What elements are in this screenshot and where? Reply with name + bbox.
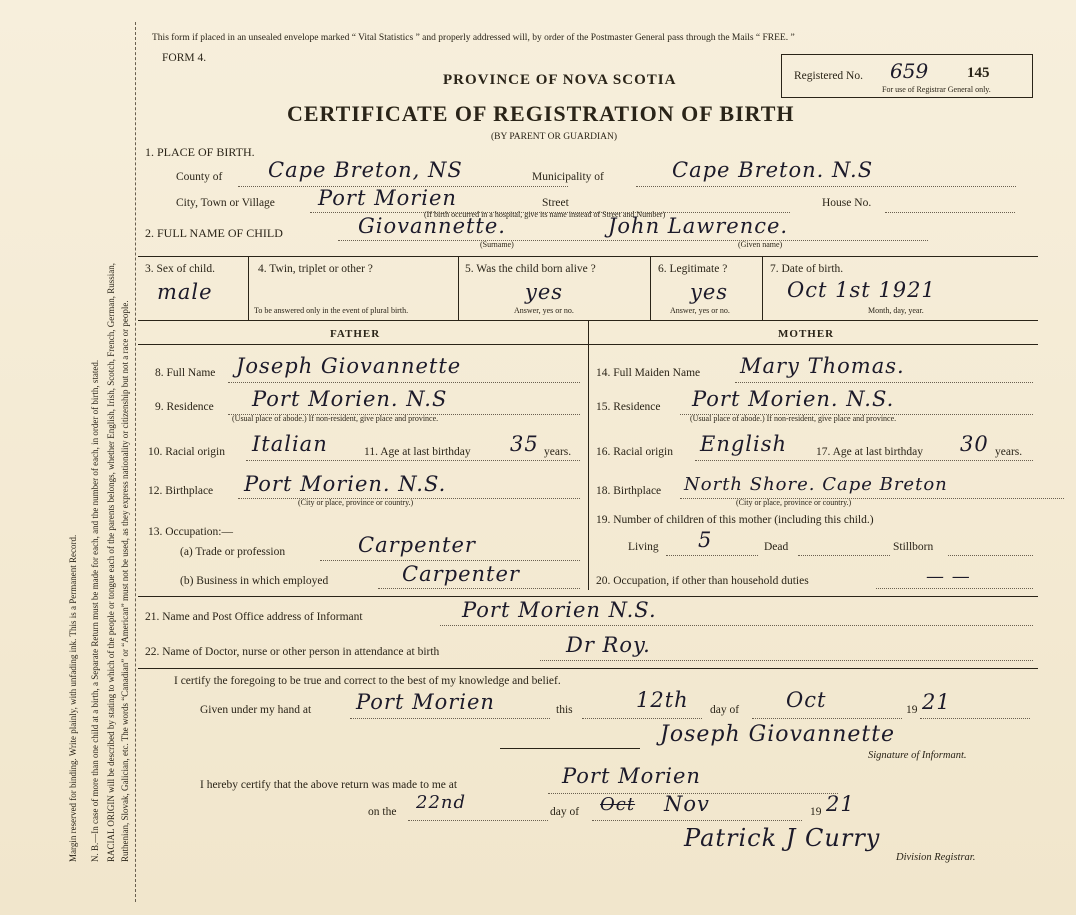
father-race: Italian xyxy=(252,432,328,456)
father-name-label: 8. Full Name xyxy=(155,367,216,379)
province-heading: PROVINCE OF NOVA SCOTIA xyxy=(443,72,677,88)
father-race-label: 10. Racial origin xyxy=(148,446,225,458)
racial-origin-note-1: RACIAL ORIGIN will be described by stating to which of the people or tongue each of the parents belongs, whether English, Irish, Scotch, French, German, Russian, xyxy=(106,262,116,862)
father-residence: Port Morien. N.S xyxy=(252,387,448,411)
father-heading: FATHER xyxy=(330,328,381,340)
father-age-label: 11. Age at last birthday xyxy=(364,446,471,458)
racial-origin-note-2: Ruthenian, Slovak, Galician, etc. The words “Canadian” or “American” must not be used, as they express nationality or citizenship but not a race or people. xyxy=(120,300,130,862)
sex-value: male xyxy=(157,280,213,304)
registrar-struck-month: Oct xyxy=(600,794,636,815)
doctor-value: Dr Roy. xyxy=(566,633,651,657)
registered-number-printed: 145 xyxy=(967,65,990,81)
father-residence-note: (Usual place of abode.) If non-resident, give place and province. xyxy=(232,414,439,423)
father-age: 35 xyxy=(510,432,539,456)
child-name-label: 2. FULL NAME OF CHILD xyxy=(145,226,283,240)
mother-age: 30 xyxy=(960,432,989,456)
informant-label: 21. Name and Post Office address of Informant xyxy=(145,611,363,623)
house-no-label: House No. xyxy=(822,197,872,209)
father-birthplace-label: 12. Birthplace xyxy=(148,485,214,497)
certificate-title: CERTIFICATE OF REGISTRATION OF BIRTH xyxy=(287,101,795,126)
street-note: (If birth occurred in a hospital, give its name instead of Street and Number) xyxy=(424,210,666,219)
mother-residence-note: (Usual place of abode.) If non-resident, give place and province. xyxy=(690,414,897,423)
registrar-day-of: day of xyxy=(550,806,580,818)
certify-statement: I certify the foregoing to be true and correct to the best of my knowledge and belief. xyxy=(174,675,561,687)
children-count-label: 19. Number of children of this mother (including this child.) xyxy=(596,514,874,526)
registrar-caption: Division Registrar. xyxy=(896,852,976,863)
county-value: Cape Breton, NS xyxy=(268,158,463,182)
alive-note: Answer, yes or no. xyxy=(514,306,574,315)
father-residence-label: 9. Residence xyxy=(155,401,214,413)
mother-residence: Port Morien. N.S. xyxy=(692,387,895,411)
mother-birthplace-note: (City or place, province or country.) xyxy=(736,498,852,507)
given-year-suffix: 21 xyxy=(922,690,951,714)
mother-age-label: 17. Age at last birthday xyxy=(816,446,923,458)
child-surname: Giovannette. xyxy=(358,214,506,238)
informant-signature: Joseph Giovannette xyxy=(660,722,896,747)
given-month: Oct xyxy=(786,688,827,712)
legitimate-note: Answer, yes or no. xyxy=(670,306,730,315)
living-value: 5 xyxy=(698,528,713,552)
given-year-prefix: 19 xyxy=(906,704,918,716)
nb-note: N. B.—In case of more than one child at a birth, a Separate Return must be made for each, and the number of each, in order of birth, stated. xyxy=(90,359,100,862)
father-birthplace-note: (City or place, province or country.) xyxy=(298,498,414,507)
doctor-label: 22. Name of Doctor, nurse or other person in attendance at birth xyxy=(145,646,440,658)
mother-birthplace-label: 18. Birthplace xyxy=(596,485,662,497)
dob-note: Month, day, year. xyxy=(868,306,924,315)
alive-value: yes xyxy=(525,280,564,304)
margin-rule xyxy=(135,22,136,902)
registrar-statement: I hereby certify that the above return was made to me at xyxy=(200,779,458,791)
mother-race-label: 16. Racial origin xyxy=(596,446,673,458)
twin-note: To be answered only in the event of plural birth. xyxy=(254,306,409,315)
registrar-month: Nov xyxy=(664,792,710,816)
twin-label: 4. Twin, triplet or other ? xyxy=(258,263,373,275)
informant-value: Port Morien N.S. xyxy=(462,598,657,622)
municipality-label: Municipality of xyxy=(532,171,604,183)
mother-heading: MOTHER xyxy=(778,328,835,340)
given-under-label: Given under my hand at xyxy=(200,704,312,716)
occupation-label: 13. Occupation:— xyxy=(148,526,233,538)
registrar-year-prefix: 19 xyxy=(810,806,822,818)
mother-race: English xyxy=(700,432,788,456)
postal-note: This form if placed in an unsealed envelope marked “ Vital Statistics ” and properly addressed will, by order of the Postmaster General pass through the Mails “ FREE. ” xyxy=(152,33,795,43)
registration-box xyxy=(781,54,1033,98)
given-day-of-label: day of xyxy=(710,704,740,716)
city-label: City, Town or Village xyxy=(176,197,275,209)
registrar-year-suffix: 21 xyxy=(826,792,855,816)
registrar-on-the: on the xyxy=(368,806,397,818)
trade-label: (a) Trade or profession xyxy=(180,546,286,558)
mother-residence-label: 15. Residence xyxy=(596,401,661,413)
business-value: Carpenter xyxy=(402,562,520,586)
living-label: Living xyxy=(628,541,659,553)
surname-caption: (Surname) xyxy=(480,240,514,249)
county-label: County of xyxy=(176,171,223,183)
mother-occupation: — — xyxy=(926,566,971,587)
alive-label: 5. Was the child born alive ? xyxy=(465,263,596,275)
stillborn-label: Stillborn xyxy=(893,541,934,553)
legitimate-value: yes xyxy=(690,280,729,304)
mother-name-label: 14. Full Maiden Name xyxy=(596,367,701,379)
registrar-day: 22nd xyxy=(416,792,467,813)
father-birthplace: Port Morien. N.S. xyxy=(244,472,447,496)
father-years: years. xyxy=(544,446,572,458)
form-number: FORM 4. xyxy=(162,52,207,64)
registrar-use-note: For use of Registrar General only. xyxy=(882,85,991,94)
mother-years: years. xyxy=(995,446,1023,458)
municipality-value: Cape Breton. N.S xyxy=(672,158,874,182)
dob-value: Oct 1st 1921 xyxy=(787,278,936,302)
given-place: Port Morien xyxy=(356,690,495,714)
informant-signature-caption: Signature of Informant. xyxy=(868,750,967,761)
trade-value: Carpenter xyxy=(358,533,476,557)
sex-label: 3. Sex of child. xyxy=(145,263,215,275)
place-of-birth-label: 1. PLACE OF BIRTH. xyxy=(145,145,255,159)
mother-name: Mary Thomas. xyxy=(740,354,905,378)
dead-label: Dead xyxy=(764,541,789,553)
mother-birthplace: North Shore. Cape Breton xyxy=(684,474,948,495)
registered-number-handwritten: 659 xyxy=(890,59,929,83)
certificate-subtitle: (BY PARENT OR GUARDIAN) xyxy=(491,132,618,142)
registrar-place: Port Morien xyxy=(562,764,701,788)
given-day: 12th xyxy=(636,688,689,712)
given-name-caption: (Given name) xyxy=(738,240,783,249)
mother-occupation-label: 20. Occupation, if other than household duties xyxy=(596,575,809,587)
dob-label: 7. Date of birth. xyxy=(770,263,844,275)
father-name: Joseph Giovannette xyxy=(236,354,462,378)
margin-note: Margin reserved for binding. Write plainly, with unfading ink. This is a Permanent Record. xyxy=(68,534,78,862)
street-label: Street xyxy=(542,197,569,209)
registrar-signature: Patrick J Curry xyxy=(684,824,881,852)
city-value: Port Morien xyxy=(318,186,457,210)
child-given-name: John Lawrence. xyxy=(608,214,789,238)
legitimate-label: 6. Legitimate ? xyxy=(658,263,728,275)
business-label: (b) Business in which employed xyxy=(180,575,329,587)
registered-label: Registered No. xyxy=(794,70,863,82)
this-label: this xyxy=(556,704,573,716)
